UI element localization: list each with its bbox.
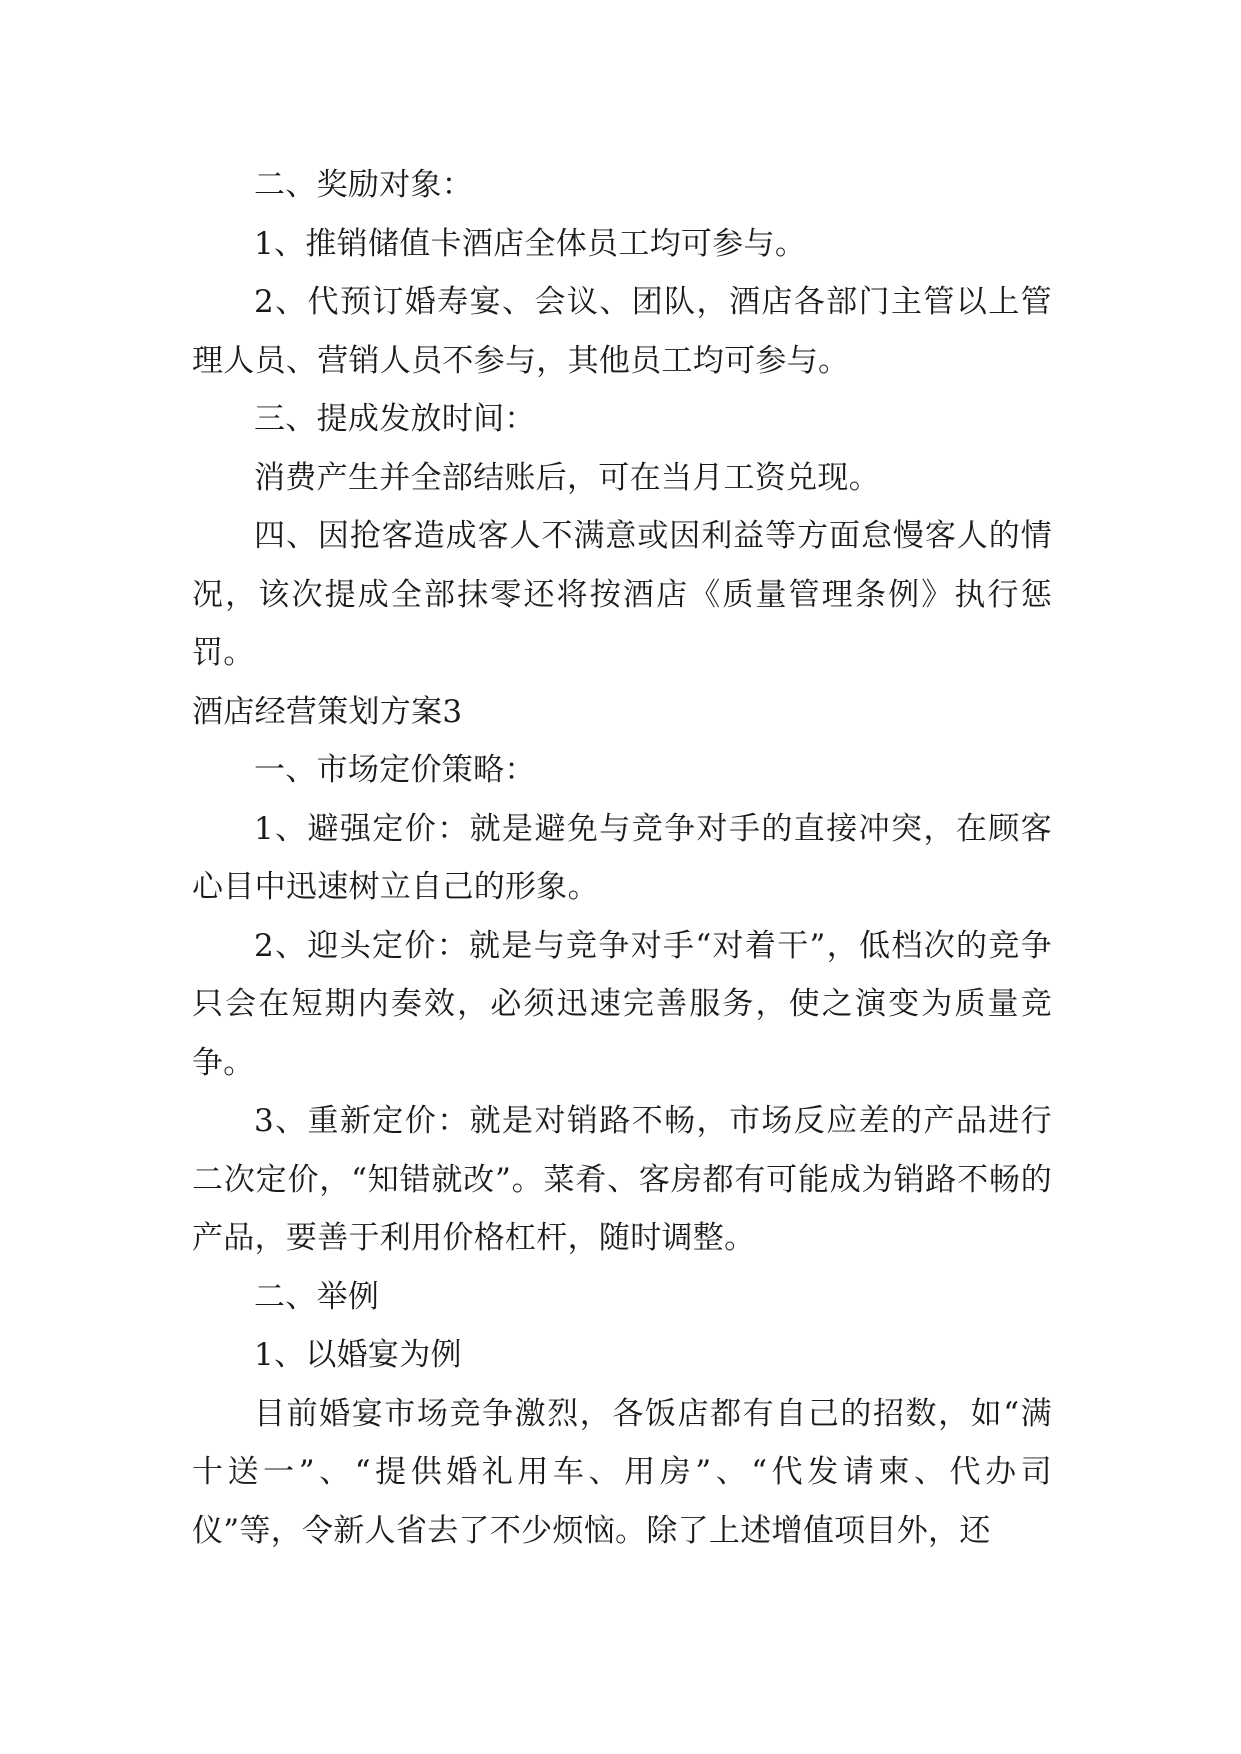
paragraph: 1、推销储值卡酒店全体员工均可参与。 xyxy=(254,225,807,262)
paragraph: 1、避强定价：就是避免与竞争对手的直接冲突，在顾客心目中迅速树立自己的形象。 xyxy=(192,810,1052,905)
section-heading-payout-time: 三、提成发放时间： xyxy=(254,401,536,437)
document-body xyxy=(192,156,1052,1560)
paragraph: 3、重新定价：就是对销路不畅，市场反应差的产品进行二次定价，“知错就改”。菜肴、客房都有可能成为销路不畅的产品，要善于利用价格杠杆，随时调整。 xyxy=(192,1103,1052,1256)
paragraph: 2、代预订婚寿宴、会议、团队，酒店各部门主管以上管理人员、营销人员不参与，其他员工均可参与。 xyxy=(192,284,1052,379)
document-title: 酒店经营策划方案3 xyxy=(192,693,463,730)
paragraph: 消费产生并全部结账后，可在当月工资兑现。 xyxy=(254,459,880,496)
section-heading-reward-targets: 二、奖励对象： xyxy=(254,167,474,203)
paragraph: 四、因抢客造成客人不满意或因利益等方面怠慢客人的情况，该次提成全部抹零还将按酒店《质量管理条例》执行惩罚。 xyxy=(192,518,1052,671)
section-heading-pricing-strategy: 一、市场定价策略： xyxy=(254,752,536,788)
paragraph: 目前婚宴市场竞争激烈，各饭店都有自己的招数，如“满十送一”、“提供婚礼用车、用房”、“代发请柬、代办司仪”等，令新人省去了不少烦恼。除了上述增值项目外，还 xyxy=(192,1395,1052,1549)
subsection-heading-wedding: 1、以婚宴为例 xyxy=(254,1337,462,1373)
paragraph: 2、迎头定价：就是与竞争对手“对着干”，低档次的竞争只会在短期内奏效，必须迅速完善服务，使之演变为质量竞争。 xyxy=(192,927,1052,1081)
section-heading-examples: 二、举例 xyxy=(254,1278,380,1315)
